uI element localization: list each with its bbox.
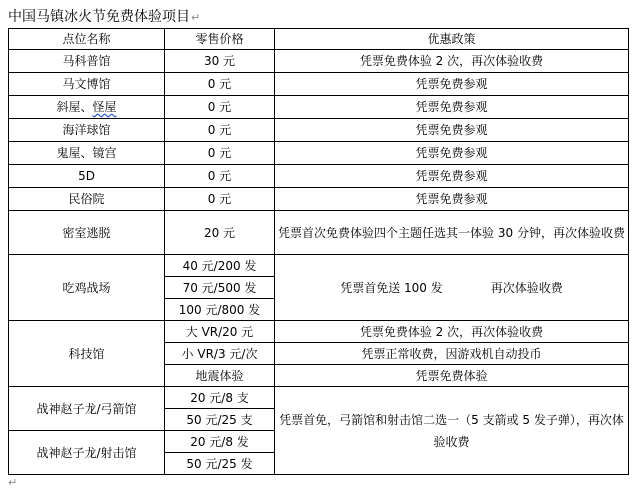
venue-name: 战神赵子龙/弓箭馆 <box>9 387 165 431</box>
table-row <box>9 255 629 277</box>
table-row <box>9 142 629 165</box>
venue-name: 民俗院 <box>9 188 165 211</box>
venue-price: 40 元/200 发 <box>165 255 275 277</box>
venue-price: 地震体验 <box>165 365 275 387</box>
venue-name: 密室逃脱 <box>9 211 165 255</box>
venue-policy: 凭票首免，弓箭馆和射击馆二选一（5 支箭或 5 发子弹），再次体验收费 <box>275 387 629 475</box>
venue-price: 小 VR/3 元/次 <box>165 343 275 365</box>
offers-table <box>8 28 629 475</box>
venue-policy: 凭票免费参观 <box>275 73 629 96</box>
venue-policy: 凭票免费体验 <box>275 365 629 387</box>
table-row <box>9 73 629 96</box>
policy-part: 再次体验收费 <box>490 280 563 295</box>
venue-name <box>9 96 165 119</box>
venue-policy <box>275 255 629 321</box>
header-policy: 优惠政策 <box>275 29 629 50</box>
table-header-row <box>9 29 629 50</box>
venue-price: 50 元/25 支 <box>165 409 275 431</box>
paragraph-mark-icon: ↵ <box>8 476 18 489</box>
venue-policy: 凭票免费体验 2 次，再次体验收费 <box>275 50 629 73</box>
venue-price: 0 元 <box>165 165 275 188</box>
venue-price: 0 元 <box>165 73 275 96</box>
table-row <box>9 50 629 73</box>
venue-name: 吃鸡战场 <box>9 255 165 321</box>
table-row <box>9 321 629 343</box>
venue-price: 0 元 <box>165 96 275 119</box>
venue-policy: 凭票免费参观 <box>275 188 629 211</box>
venue-policy: 凭票免费参观 <box>275 96 629 119</box>
venue-name: 马文博馆 <box>9 73 165 96</box>
spellcheck-underlined-word: 怪屋 <box>92 100 117 114</box>
venue-price: 70 元/500 发 <box>165 277 275 299</box>
header-price: 零售价格 <box>165 29 275 50</box>
venue-policy: 凭票正常收费，因游戏机自动投币 <box>275 343 629 365</box>
venue-price: 20 元/8 支 <box>165 387 275 409</box>
venue-price: 20 元 <box>165 211 275 255</box>
venue-policy: 凭票首次免费体验四个主题任选其一体验 30 分钟，再次体验收费 <box>275 211 629 255</box>
policy-part: 凭票首免送 100 发 <box>340 280 443 295</box>
venue-price: 0 元 <box>165 119 275 142</box>
venue-name: 鬼屋、镜宫 <box>9 142 165 165</box>
header-name: 点位名称 <box>9 29 165 50</box>
table-row <box>9 96 629 119</box>
venue-policy: 凭票免费体验 2 次，再次体验收费 <box>275 321 629 343</box>
venue-price: 30 元 <box>165 50 275 73</box>
venue-policy: 凭票免费参观 <box>275 119 629 142</box>
venue-price: 0 元 <box>165 142 275 165</box>
venue-name: 5D <box>9 165 165 188</box>
venue-name: 战神赵子龙/射击馆 <box>9 431 165 475</box>
venue-price: 20 元/8 发 <box>165 431 275 453</box>
paragraph-mark-icon: ↵ <box>191 11 201 24</box>
venue-name-part: 斜屋、 <box>56 100 93 114</box>
table-row <box>9 188 629 211</box>
venue-policy: 凭票免费参观 <box>275 165 629 188</box>
venue-name: 海洋球馆 <box>9 119 165 142</box>
venue-name: 科技馆 <box>9 321 165 387</box>
table-row <box>9 119 629 142</box>
table-row <box>9 387 629 409</box>
table-row <box>9 165 629 188</box>
venue-name: 马科普馆 <box>9 50 165 73</box>
venue-price: 100 元/800 发 <box>165 299 275 321</box>
document-title-text: 中国马镇冰火节免费体验项目 <box>8 9 190 25</box>
venue-price: 50 元/25 发 <box>165 453 275 475</box>
document-title <box>8 8 200 27</box>
venue-price: 0 元 <box>165 188 275 211</box>
table-row <box>9 211 629 255</box>
venue-policy: 凭票免费参观 <box>275 142 629 165</box>
venue-price: 大 VR/20 元 <box>165 321 275 343</box>
